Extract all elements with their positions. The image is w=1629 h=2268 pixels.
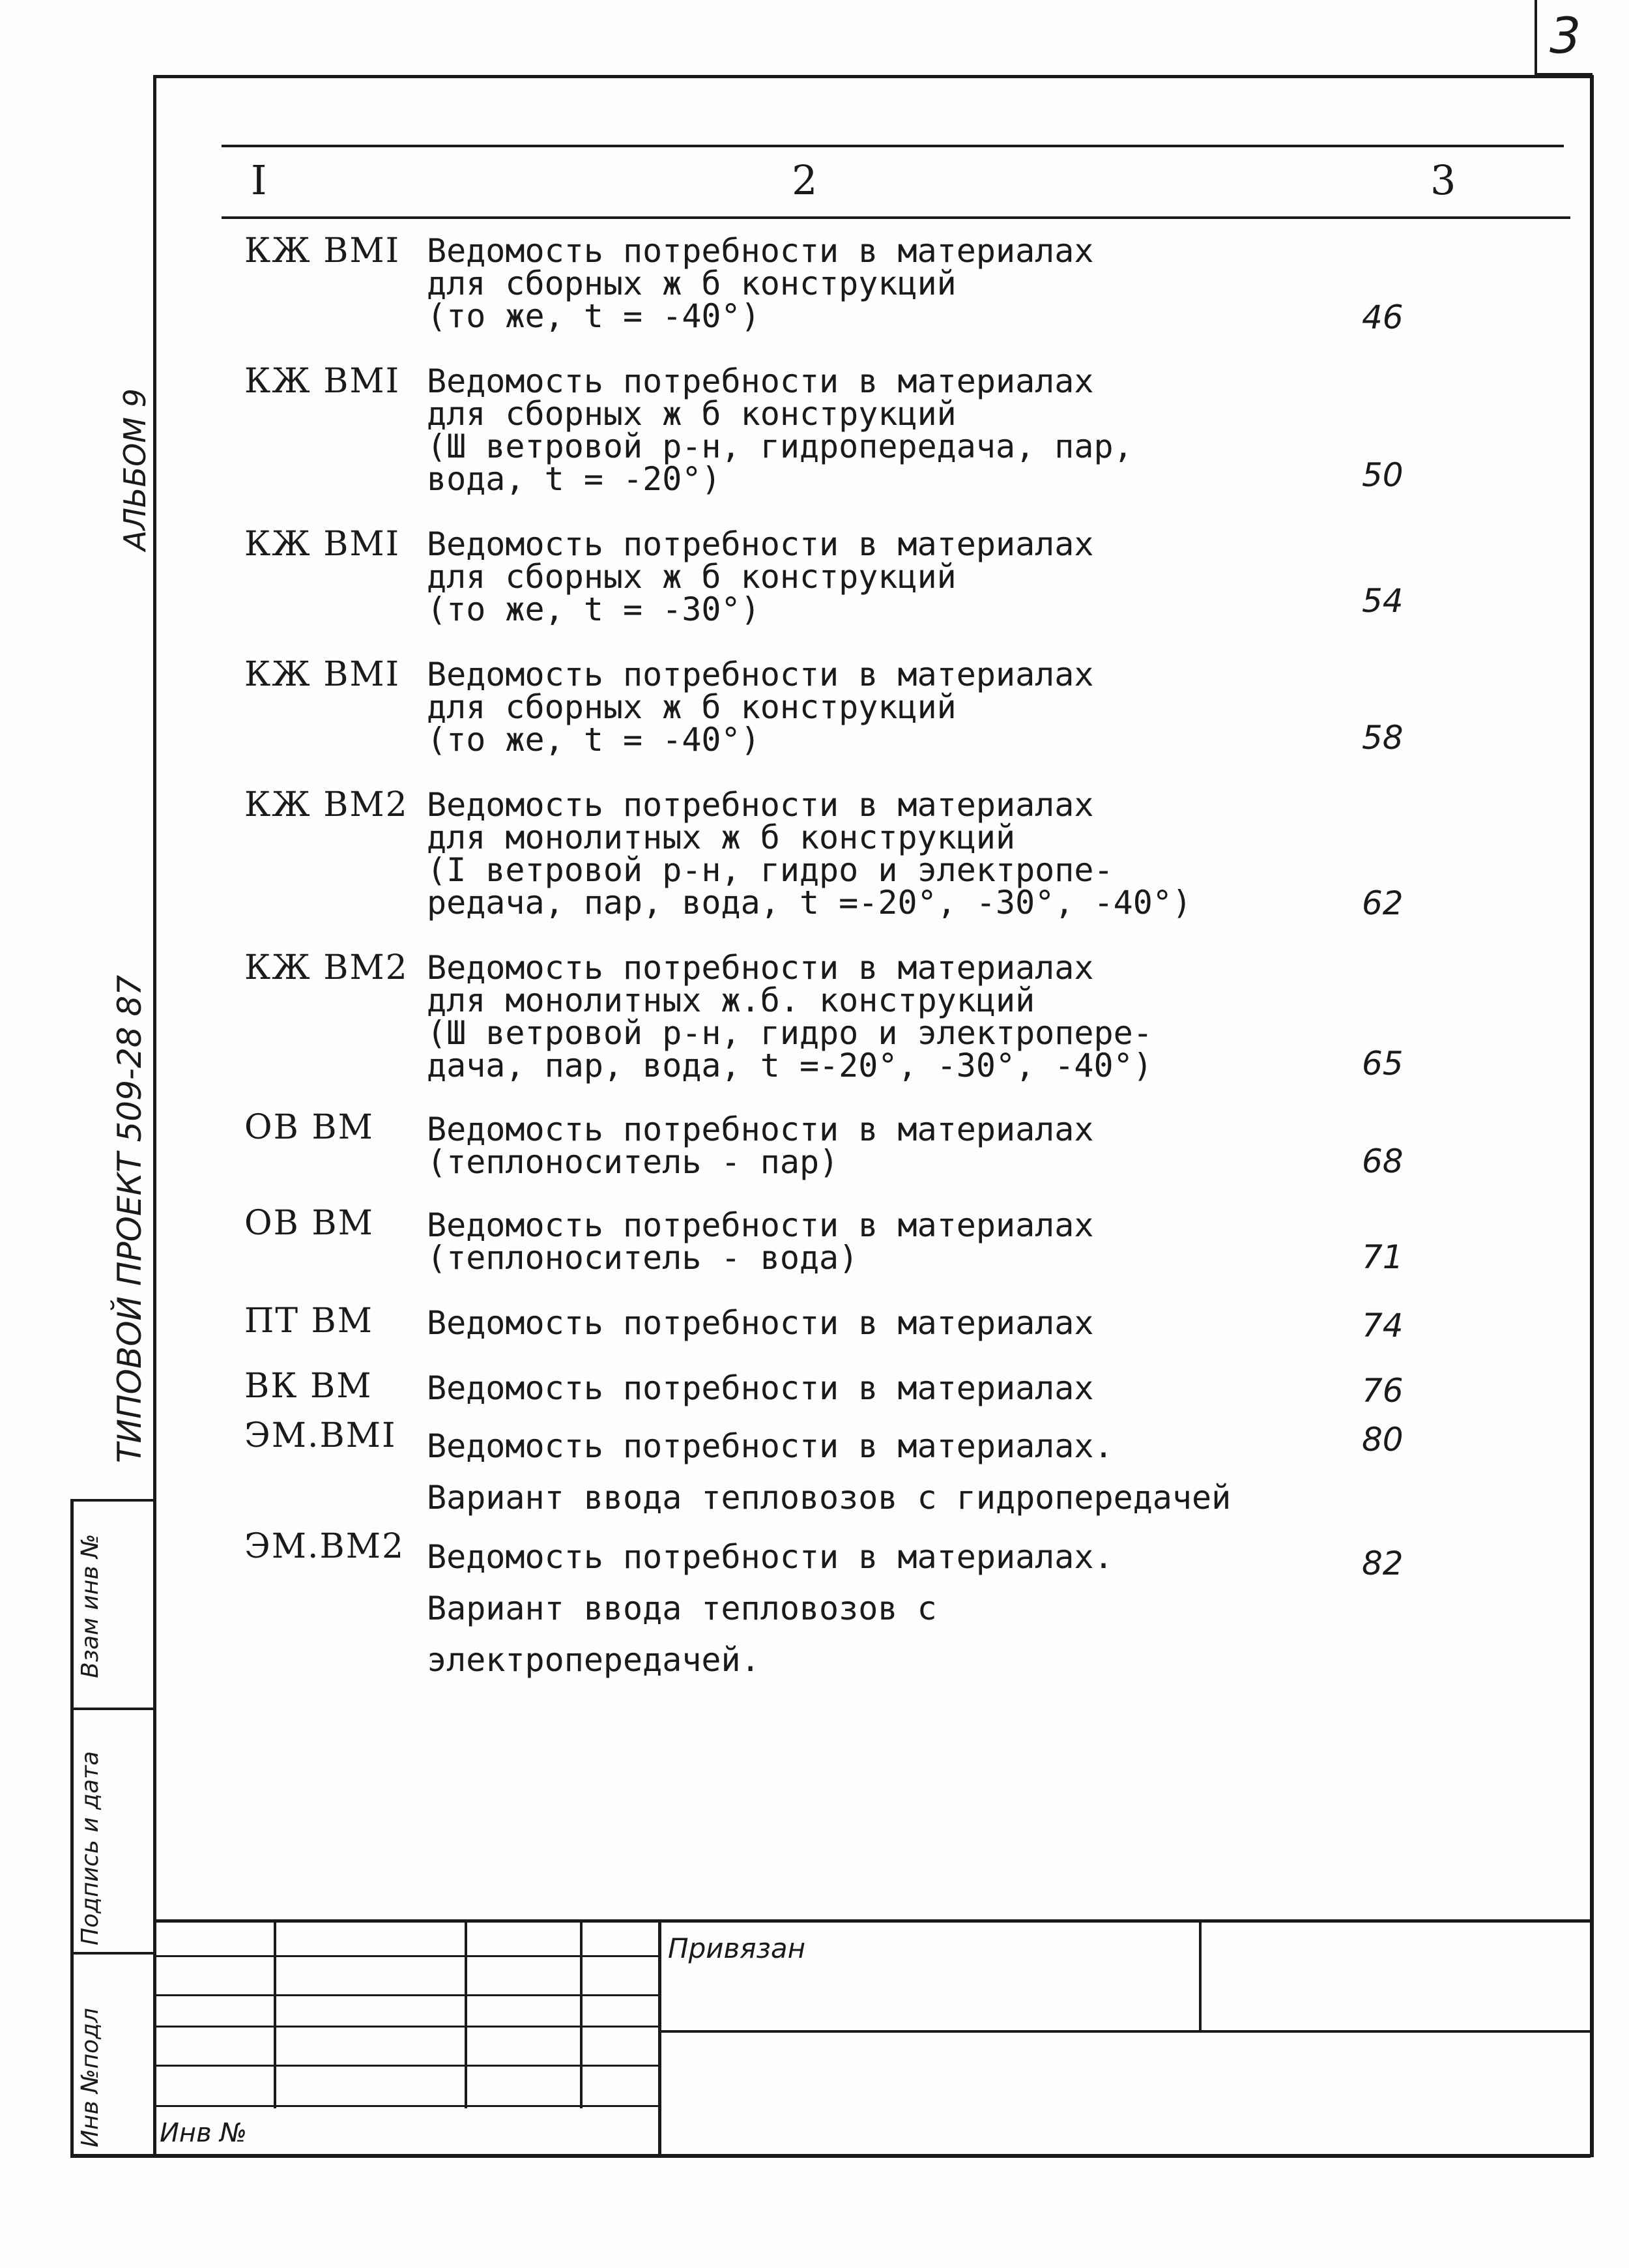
row-description: Ведомость потребности в материалах	[427, 1369, 1094, 1407]
row-description: Ведомость потребности в материалах для сборных ж б конструкций (Ш ветровой р-н, гидропередача, пар, вода, t = -20°)	[427, 362, 1133, 498]
row-code: ЭМ.ВМ2	[244, 1527, 405, 1566]
header-rule-top	[222, 145, 1564, 147]
row-description: Ведомость потребности в материалах (теплоноситель - пар)	[427, 1111, 1094, 1181]
row-page: 46	[1362, 298, 1404, 336]
title-block-col-rule	[1199, 1919, 1202, 2031]
row-description: Ведомость потребности в материалах (теплоноситель - вода)	[427, 1206, 1094, 1277]
side-vzam-inv-label: Взам инв №	[77, 1534, 104, 1678]
header-rule-bottom	[222, 216, 1570, 219]
row-page: 58	[1362, 719, 1404, 757]
title-block-col-rule	[274, 1919, 276, 2108]
row-code: ОВ ВМ	[244, 1108, 374, 1147]
row-description: Ведомость потребности в материалах для сборных ж б конструкций (то же, t = -40°)	[427, 232, 1094, 335]
row-code: ЭМ.ВМI	[244, 1416, 397, 1455]
column-header-3: 3	[1430, 156, 1456, 204]
row-page: 71	[1362, 1238, 1404, 1276]
row-page: 65	[1362, 1045, 1404, 1083]
title-block-mid-rule	[658, 2030, 1590, 2033]
row-code: ОВ ВМ	[244, 1204, 374, 1243]
title-block-top-rule	[153, 1919, 1590, 1923]
title-block-col-rule	[658, 1919, 661, 2154]
row-description: Ведомость потребности в материалах. Вариант ввода тепловозов с электропередачей.	[427, 1538, 1114, 1679]
row-page: 62	[1362, 884, 1404, 922]
side-podpis-data-label: Подпись и дата	[77, 1751, 104, 1945]
row-description: Ведомость потребности в материалах	[427, 1304, 1094, 1342]
row-page: 50	[1362, 456, 1404, 494]
row-code: ВК ВМ	[244, 1367, 373, 1406]
side-strip-left-edge	[70, 1499, 74, 2157]
row-code: КЖ ВМ2	[244, 948, 409, 987]
row-code: КЖ ВМI	[244, 655, 401, 694]
row-code: КЖ ВМI	[244, 362, 401, 401]
row-page: 68	[1362, 1142, 1404, 1180]
row-page: 74	[1362, 1307, 1404, 1345]
row-page: 82	[1362, 1545, 1404, 1582]
row-description: Ведомость потребности в материалах для сборных ж б конструкций (то же, t = -40°)	[427, 656, 1094, 759]
side-strip-divider-3	[70, 1952, 155, 1955]
title-block-col-rule	[580, 1919, 583, 2108]
side-inv-podl-label: Инв №подл	[77, 2007, 104, 2147]
side-strip-divider-1	[70, 1499, 155, 1502]
row-code: ПТ ВМ	[244, 1301, 374, 1341]
column-header-2: 2	[792, 156, 818, 204]
row-code: КЖ ВМI	[244, 525, 401, 564]
row-code: КЖ ВМI	[244, 231, 401, 270]
title-block-col-rule	[465, 1919, 467, 2108]
frame-bottom-edge	[70, 2154, 1591, 2158]
privyazan-label: Привязан	[668, 1932, 806, 1964]
row-page: 76	[1362, 1372, 1404, 1410]
side-album-label: АЛЬБОМ 9	[117, 388, 152, 551]
row-description: Ведомость потребности в материалах для сборных ж б конструкций (то же, t = -30°)	[427, 525, 1094, 628]
side-project-label: ТИПОВОЙ ПРОЕКТ 509-28 87	[111, 974, 149, 1463]
row-description: Ведомость потребности в материалах для монолитных ж б конструкций (I ветровой р-н, гидро и электропе- редача, пар, вода, t =-20°, -30°, -40°)	[427, 786, 1192, 922]
page-number: 3	[1550, 7, 1581, 65]
row-description: Ведомость потребности в материалах для монолитных ж.б. конструкций (Ш ветровой р-н, гидро и электропере- дача, пар, вода, t =-20°, -30°, -40°)	[427, 949, 1153, 1084]
inv-no-label: Инв №	[160, 2118, 247, 2148]
row-page: 80	[1362, 1421, 1404, 1459]
column-header-1: I	[251, 156, 267, 204]
row-page: 54	[1362, 582, 1404, 620]
side-strip-divider-2	[70, 1708, 155, 1710]
row-code: КЖ ВМ2	[244, 785, 409, 824]
row-description: Ведомость потребности в материалах. Вариант ввода тепловозов с гидропередачей	[427, 1427, 1232, 1517]
